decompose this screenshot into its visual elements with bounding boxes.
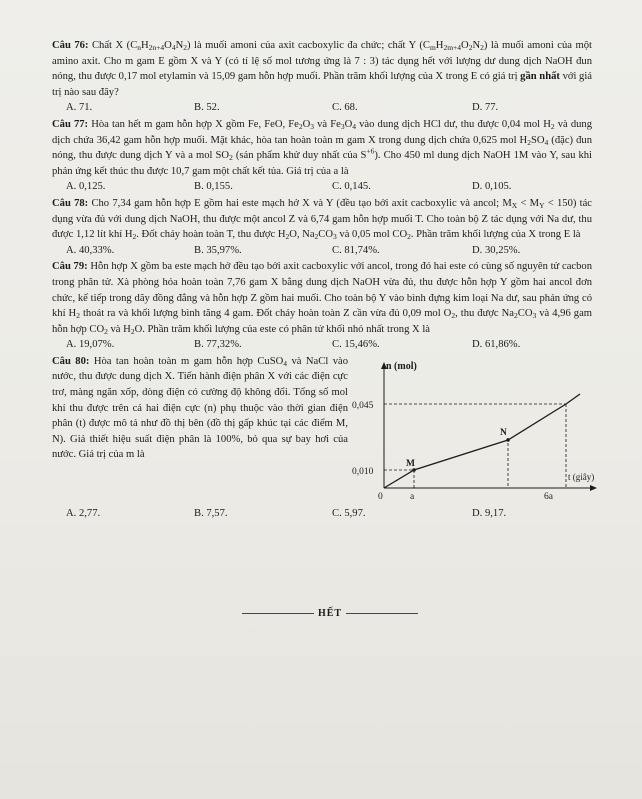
text: và NaCl vào nước, thu được dung dịch X. Tiến hành điện phân X với các điện cực trơ, màng ngăn xốp, dòng điện có cường độ không đổi. Tổng số mol khí thu được trên cả hai điện cực (n) phụ thuộc vào thời gian điện phân (t) được mô tả như đồ thị bên (đồ thị gấp khúc tại các điểm M, N). Giả thiết hiệu suất điện phân là 100%, bỏ qua sự bay hơi của nước. Giá trị của m là [52,355,348,461]
text: O, Na [289,229,315,241]
text: Cho 7,34 gam hỗn hợp E gồm hai este mạch hở X và Y (đều tạo bởi axit cacboxylic và ancol; M [88,197,512,209]
option-b[interactable]: B. 35,97%. [194,244,242,256]
text: O. Phần trăm khối lượng của este có phân tử khối nhỏ nhất trong X là [134,323,430,335]
subscript: 2 [527,137,531,147]
text: CO [517,308,533,320]
subscript: 2m+4 [443,43,462,52]
text: Hòa tan hoàn toàn m gam hỗn hợp CuSO [89,355,284,367]
text: N [175,40,184,51]
subscript: 3 [340,121,345,131]
text: < 150) tác dụng vừa đủ với dung dịch NaOH, thu được một ancol Z và 6,74 gam hỗn hợp muối T. Cho toàn bộ Z tác dụng với Na dư, thu được 1,12 lít khí H [52,197,592,241]
text: (đặc) đun nóng, thu được dung dịch Y và a mol SO [52,134,592,162]
superscript: +6 [366,146,375,156]
option-d[interactable]: D. 61,86%. [472,339,521,351]
question-79 [52,259,592,337]
subscript: 2 [285,232,290,242]
text: và H [107,323,131,335]
subscript: 2 [468,43,473,52]
end-marker [200,608,460,619]
subscript: 2 [514,311,518,321]
text: . Phần trăm khối lượng của X trong E là [410,229,581,241]
option-c[interactable]: C. 5,97. [332,507,366,519]
text: là muối amoni của một amino axit. Cho m gam E gồm X và Y (có tỉ lệ số mol tương ứng là 7 : 3) tác dụng hết với lượng dư dung dịch NaOH đun nóng, thu được 0,17 mol etylamin và 15,09 gam hỗn hợp muối. Phần trăm khối lượng của X trong E có giá trị [52,40,593,83]
text: , thu được Na [455,308,514,320]
text: ). Cho 450 ml dung dịch NaOH 1M vào Y, sau khi phản ứng kết thúc thu được 10,7 gam một chất kết tủa. Giá trị của a là [52,150,592,177]
emphasis: gần nhất [520,71,560,83]
exam-content [52,38,595,522]
text: O [302,118,311,130]
question-number: Câu 79: [52,261,88,273]
y-axis-label: n (mol) [386,360,417,372]
text: Hòa tan hết m gam hỗn hợp X gồm Fe, FeO, Fe [88,118,299,130]
text: vào dung dịch HCl dư, thu được 0,04 mol H [356,118,551,130]
text: (sản phẩm khử duy nhất của S [232,150,367,162]
subscript: 4 [171,43,176,52]
question-number: Câu 76: [52,40,89,51]
option-b[interactable]: B. 0,155. [194,181,233,193]
point-n-label: N [500,427,507,438]
subscript: 3 [333,232,337,242]
text: ) là muối amoni của axit cacboxylic đa chức; chất Y (C [186,40,430,51]
text: và 4,96 gam hỗn hợp CO [52,308,593,335]
text: và Fe [314,118,341,130]
end-text: HẾT [317,608,343,619]
options-78 [52,243,592,259]
subscript: 2n+4 [148,43,165,52]
point-m-label: M [406,458,415,469]
electrolysis-graph [348,356,598,506]
option-d[interactable]: D. 77. [472,102,499,114]
option-d[interactable]: D. 0,105. [472,181,512,193]
option-a[interactable]: A. 71. [66,102,93,114]
subscript: Y [539,200,545,210]
option-c[interactable]: C. 68. [332,102,358,114]
subscript: 2 [183,43,187,52]
text: SO [530,134,545,146]
question-number: Câu 78: [52,197,89,209]
divider [242,613,314,614]
y-tick-high: 0,045 [352,400,374,411]
text: H [141,40,149,51]
subscript: 2 [550,121,555,131]
options-80 [52,506,592,522]
subscript: 2 [451,311,456,321]
n-vs-t-line [384,394,580,488]
x-axis-label: t (giây) [568,471,595,482]
subscript: n [137,43,142,52]
text: N [472,40,481,51]
option-d[interactable]: D. 30,25%. [472,244,521,256]
text: O [164,40,172,51]
subscript: X [511,200,518,210]
text: với giá trị nào sau đây? [52,71,593,98]
text: ) [483,40,488,51]
option-d[interactable]: D. 9,17. [472,507,507,519]
text: thoát ra và khối lượng bình tăng 4 gam. Đốt cháy hoàn toàn Z cần vừa đủ 0,09 mol O [79,308,452,320]
subscript: 2 [407,232,411,242]
x-tick-6a: 6a [544,491,553,502]
subscript: 4 [352,121,357,131]
text: O [344,118,353,130]
option-b[interactable]: B. 52. [194,102,220,114]
subscript: 2 [480,43,484,52]
subscript: 2 [298,121,303,131]
options-79 [52,337,592,353]
point-n [506,438,510,442]
question-76 [52,38,592,100]
option-a[interactable]: A. 19,07%. [66,339,115,351]
subscript: 2 [130,326,135,336]
text: Hỗn hợp X gồm ba este mạch hở đều tạo bởi axit cacboxylic với ancol, trong đó hai este có cùng số nguyên tử cacbon trong phân tử. Xà phòng hóa hoàn toàn 7,76 gam X bằng dung dịch NaOH vừa đủ, thu được hỗn hợp Y gồm hai ancol đơn chức, kế tiếp trong dãy đồng đẳng và hỗn hợp Z gồm hai muối. Cho toàn bộ Y vào bình đựng kim loại Na dư, sau phản ứng có khí H [52,261,592,320]
question-80 [52,354,595,506]
subscript: m [429,43,436,52]
x-axis-arrow [590,485,597,491]
subscript: 3 [310,121,315,131]
origin-label: 0 [378,491,383,502]
question-77 [52,117,592,179]
option-c[interactable]: C. 81,74%. [332,244,380,256]
option-b[interactable]: B. 77,32%. [194,339,242,351]
option-a[interactable]: A. 0,125. [66,181,106,193]
text: Chất X (C [88,40,138,51]
text: < M [517,197,540,209]
option-a[interactable]: A. 40,33%. [66,244,115,256]
subscript: 2 [76,311,80,321]
option-a[interactable]: A. 2,77. [66,507,101,519]
options-77 [52,179,592,195]
text: và 0,05 mol CO [336,229,408,241]
text: O [461,40,469,51]
subscript: 2 [132,232,137,242]
text: và dung dịch chứa 36,42 gam hỗn hợp muối. Mặt khác, hòa tan hoàn toàn m gam X trong dung dịch chứa 0,625 mol H [52,118,593,146]
subscript: 4 [283,358,288,368]
option-c[interactable]: C. 15,46%. [332,339,380,351]
question-80-text [52,354,348,463]
subscript: 2 [314,232,319,242]
question-78 [52,196,592,243]
options-76 [52,100,592,116]
subscript: 4 [544,137,549,147]
subscript: 2 [229,153,233,163]
text: H [435,40,444,51]
x-tick-a: a [410,491,415,502]
subscript: 2 [104,326,108,336]
divider [346,613,418,614]
option-c[interactable]: C. 0,145. [332,181,371,193]
option-b[interactable]: B. 7,57. [194,507,228,519]
question-number: Câu 77: [52,118,89,130]
text: . Đốt cháy hoàn toàn T, thu được H [136,229,286,241]
text: CO [318,229,334,241]
y-tick-low: 0,010 [352,466,374,477]
question-number: Câu 80: [52,355,90,367]
subscript: 3 [532,311,537,321]
